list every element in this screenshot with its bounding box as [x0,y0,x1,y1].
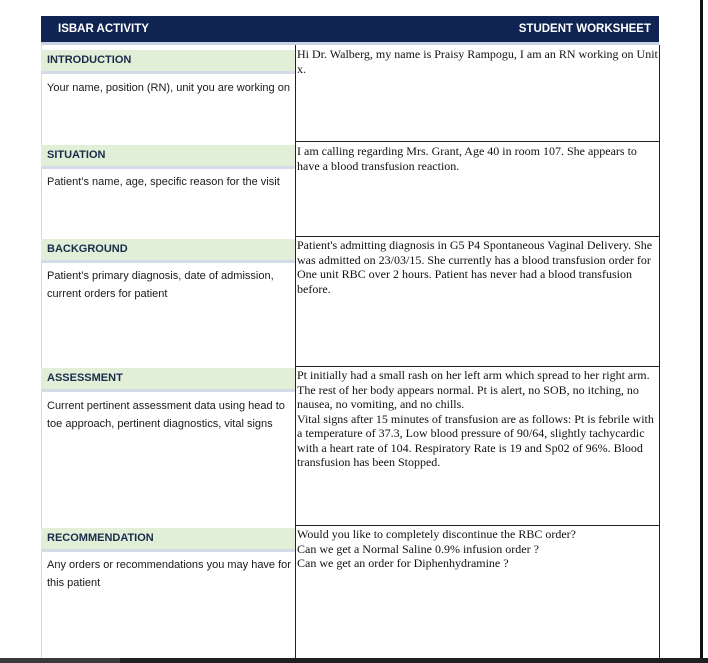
row-divider [295,525,660,526]
worksheet-title: STUDENT WORKSHEET [518,23,651,35]
recommendation-description: Any orders or recommendations you may have for this patient [47,559,291,589]
row-divider [295,141,660,142]
assessment-answer[interactable]: Pt initially had a small rash on her left arm which spread to her right arm. The rest of her body appears normal. Pt is alert, no SOB, no itching, no nausea, no vomiting, and no chills. Vital signs after 15 minutes of transfusion are as follows: Pt is febrile with a temperature of 37.3, Low blood pressure of 90/64, slightly tachycardic with a heart rate of 104. Respiratory Rate is 19 and Sp02 of 96%. Blood transfusion has been Stopped. [297,368,654,469]
activity-title: ISBAR ACTIVITY [58,23,149,35]
recommendation-answer[interactable]: Would you like to completely discontinue the RBC order? Can we get a Normal Saline 0.9% infusion order ? Can we get an order for Diphenhydramine ? [297,527,576,570]
row-divider [295,366,660,367]
background-label: BACKGROUND [41,239,295,260]
label-underline [41,389,295,392]
label-underline [41,71,295,74]
situation-answer[interactable]: I am calling regarding Mrs. Grant, Age 40 in room 107. She appears to have a blood transfusion reaction. [297,144,637,173]
introduction-label: INTRODUCTION [41,50,295,71]
background-answer[interactable]: Patient's admitting diagnosis in G5 P4 Spontaneous Vaginal Delivery. She was admitted on 23/03/15. She currently has a blood transfusion order for One unit RBC over 2 hours. Patient has never had a blood transfusion before. [297,238,653,296]
column-divider [295,45,296,658]
background-description: Patient’s primary diagnosis, date of admission, current orders for patient [47,270,274,300]
introduction-description: Your name, position (RN), unit you are working on [47,82,290,94]
introduction-answer[interactable]: Hi Dr. Walberg, my name is Praisy Rampogu, I am an RN working on Unit x. [297,47,658,76]
situation-label: SITUATION [41,145,295,166]
label-underline [41,549,295,552]
page-edge-right [700,0,703,663]
recommendation-label: RECOMMENDATION [41,528,295,549]
situation-description: Patient’s name, age, specific reason for the visit [47,176,280,188]
left-border [41,45,42,658]
header-underline [41,42,659,45]
worksheet-header [41,16,659,42]
label-underline [41,260,295,263]
right-border [659,45,660,658]
assessment-label: ASSESSMENT [41,368,295,389]
assessment-description: Current pertinent assessment data using head to toe approach, pertinent diagnostics, vital signs [47,400,285,430]
label-underline [41,166,295,169]
row-divider [295,236,660,237]
page-edge-bottom-shadow [120,658,708,663]
